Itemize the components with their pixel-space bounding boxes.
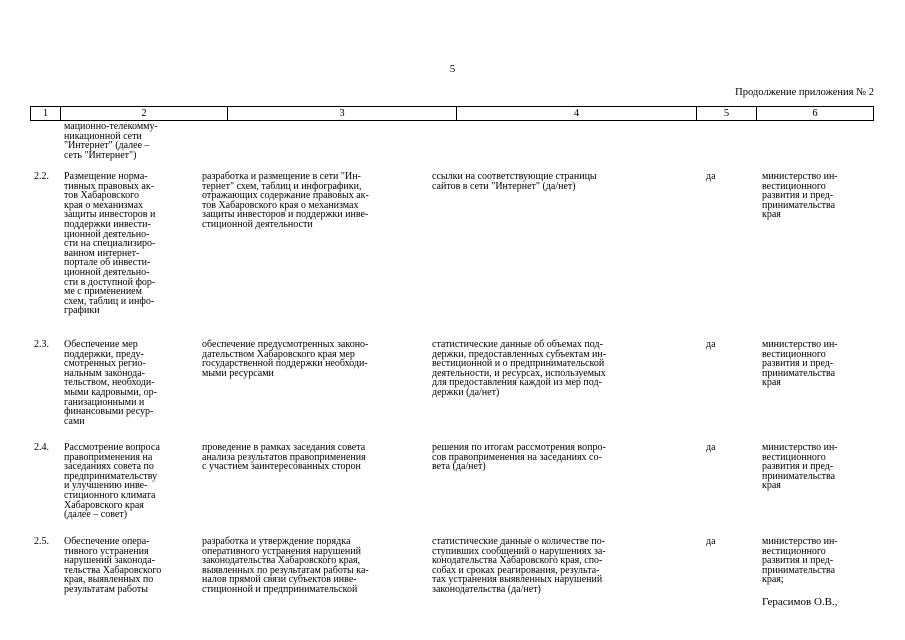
row-number: 2.4. <box>34 442 49 453</box>
row-responsible: министерство ин- вестиционного развития и пред- принимательства края <box>762 171 838 221</box>
row-action: разработка и утверждение порядка оперативного устранения нарушений законодательства Хабаровского края, выявленных по результатам работы ка- налов прямой связи субъектов инве- стиционной и предпринимательской <box>202 536 369 595</box>
row-responsible: министерство ин- вестиционного развития и пред- принимательства края; <box>762 536 838 586</box>
row-number: 2.5. <box>34 536 49 547</box>
row-indicator: решения по итогам рассмотрения вопро- сов правоприменения на заседаниях со- вета (да/нет) <box>432 442 606 473</box>
row-responsible: министерство ин- вестиционного развития и пред- принимательства края <box>762 442 838 492</box>
row-indicator: статистические данные о количестве по- ступивших сообщений о нарушениях за- конодательства Хабаровского края, спо- собах и сроках реагирования, результа- тах устранения выявленных нарушений законодательства (да/нет) <box>432 536 606 595</box>
row-flag: да <box>706 339 716 350</box>
row-flag: да <box>706 442 716 453</box>
row-action: обеспечение предусмотренных законо- дательством Хабаровского края мер государственной поддержки необходи- мыми ресурсами <box>202 339 369 379</box>
row-measure: Обеспечение мер поддержки, преду- смотренных регио- нальным законода- тельством, необходи- мыми кадровыми, ор- ганизационными и финансовыми ресур- сами <box>64 339 157 427</box>
table-header-row <box>30 106 874 121</box>
row-number: 2.3. <box>34 339 49 350</box>
row-action: проведение в рамках заседания совета анализа результатов правоприменения с участием заинтересованных сторон <box>202 442 366 473</box>
row-number: 2.2. <box>34 171 49 182</box>
header-col-3: 3 <box>228 107 457 120</box>
header-col-5: 5 <box>697 107 757 120</box>
row-indicator: ссылки на соответствующие страницы сайтов в сети "Интернет" (да/нет) <box>432 171 597 192</box>
row-measure: Рассмотрение вопроса правоприменения на заседаниях совета по предпринимательству и улучшению инве- стиционного климата Хабаровского края (далее – совет) <box>64 442 160 521</box>
row-measure: Размещение норма- тивных правовых ак- тов Хабаровского края о механизмах защиты инвесторов и поддержки инвести- ционной деятельно- сти на специализиро- ванном интернет- портале об инвести- ционной деятельно- сти в доступной фор- ме с применением схем, таблиц и инфо- графики <box>64 171 156 317</box>
continuation-label: Продолжение приложения № 2 <box>735 87 874 98</box>
row-flag: да <box>706 536 716 547</box>
row-measure: Обеспечение опера- тивного устранения нарушений законода- тельства Хабаровского края, выявленных по результатам работы <box>64 536 162 595</box>
row-flag: да <box>706 171 716 182</box>
row-responsible-person: Герасимов О.В., <box>762 596 838 608</box>
header-col-1: 1 <box>31 107 61 120</box>
header-col-6: 6 <box>812 108 818 119</box>
header-col-2: 2 <box>61 107 228 120</box>
page-number: 5 <box>449 63 456 75</box>
row-measure: мационно-телекомму- никационной сети "Интернет" (далее – сеть "Интернет") <box>64 121 158 161</box>
row-indicator: статистические данные об объемах под- держки, предоставленных субъектам ин- вестиционной и о предпринимательской деятельности, и ресурсах, используемых для предоставления каждой из мер под- держки (да/нет) <box>432 339 607 398</box>
row-responsible: министерство ин- вестиционного развития и пред- принимательства края <box>762 339 838 389</box>
row-action: разработка и размещение в сети "Ин- тернет" схем, таблиц и инфографики, отражающих содержание правовых ак- тов Хабаровского края о механизмах защиты инвесторов и поддержки инве- стиционной деятельности <box>202 171 369 230</box>
header-col-4: 4 <box>457 107 697 120</box>
